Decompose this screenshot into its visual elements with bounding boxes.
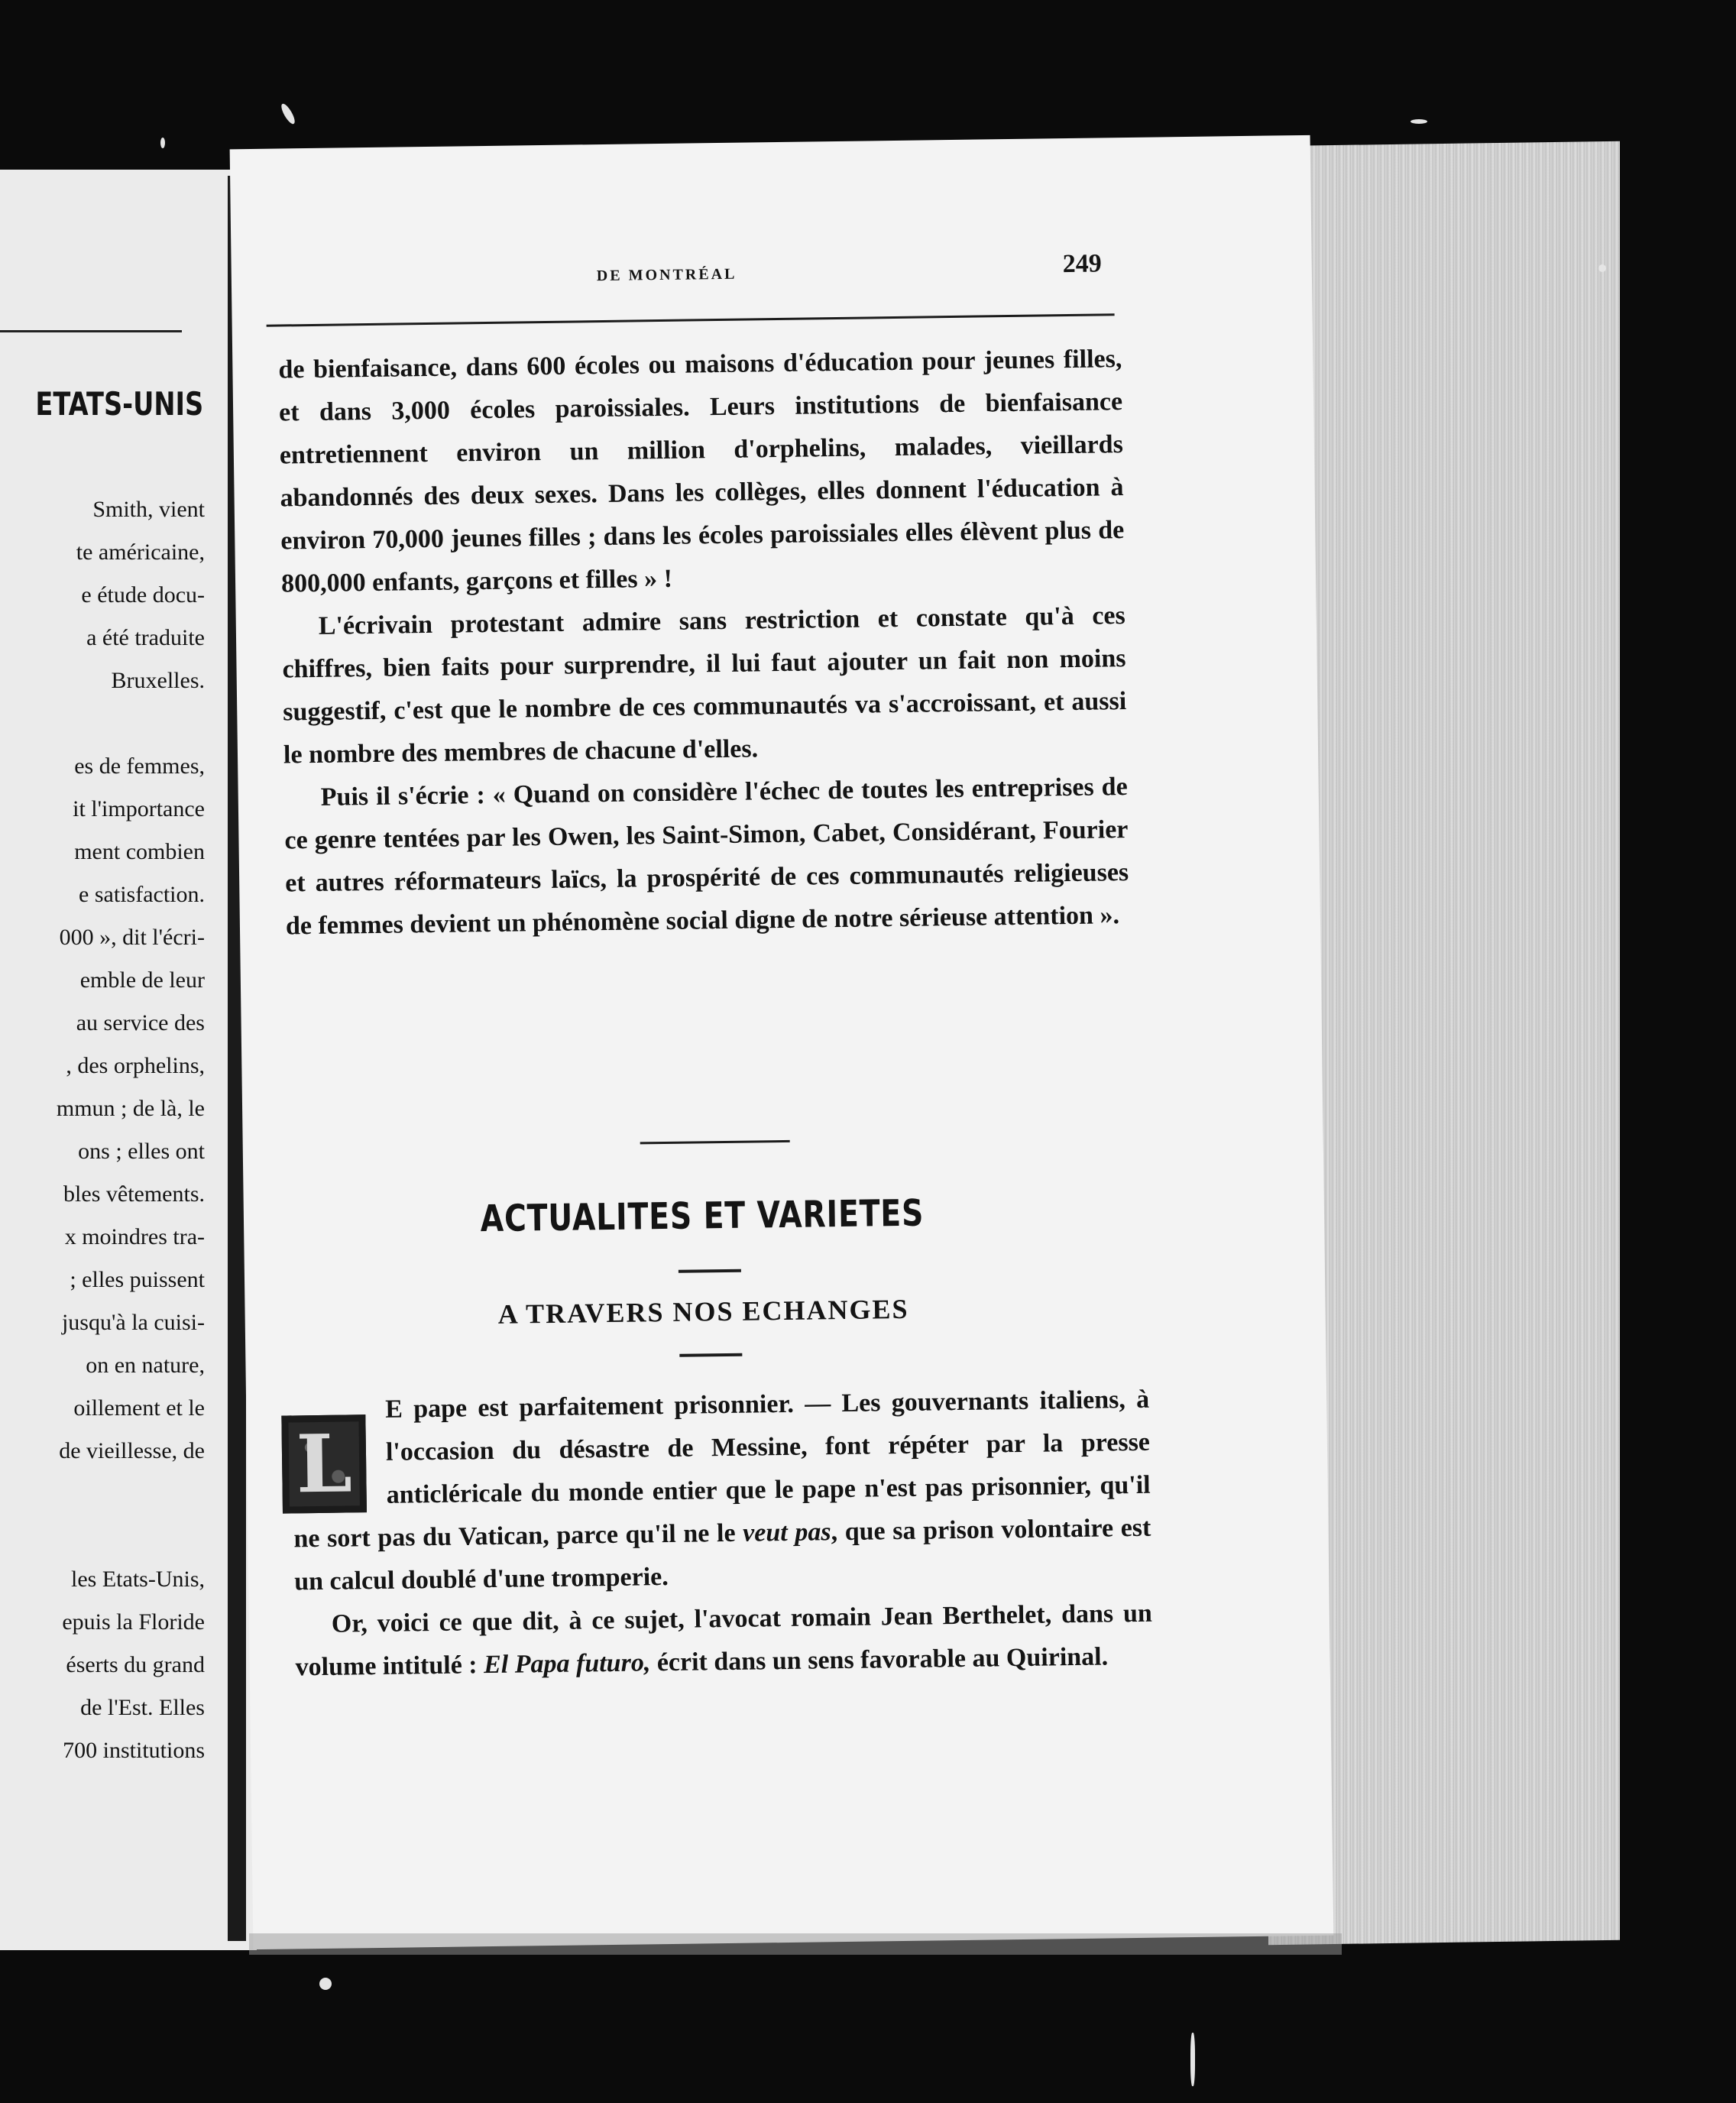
left-page-line: e étude docu- (81, 582, 205, 608)
article-paragraph-2-end: écrit dans un sens favorable au Quirinal. (650, 1642, 1109, 1677)
dust-speck (279, 102, 297, 126)
article-paragraph-1-end: , que sa prison volontaire est un calcul doublé d'une tromperie. (293, 1513, 1151, 1596)
left-page-line: ment combien (74, 839, 205, 864)
page-bottom-shadow (249, 1933, 1342, 1955)
subtitle-rule (679, 1353, 742, 1357)
left-page-line: emble de leur (79, 967, 205, 993)
dust-speck (1410, 119, 1427, 124)
section-title: ACTUALITES ET VARIETES (480, 1191, 925, 1241)
left-page-line: mmun ; de là, le (56, 1096, 205, 1121)
left-page-line: x moindres tra- (64, 1224, 205, 1249)
left-page (0, 170, 257, 1950)
left-page-heading: ETATS-UNIS (35, 385, 204, 423)
left-page-line: 700 institutions (63, 1738, 205, 1763)
left-page-line: les Etats-Unis, (71, 1567, 205, 1592)
paragraph: de bienfaisance, dans 600 écoles ou maisons d'éducation pour jeunes filles, et dans 3,000 écoles paroissiales. Leurs institutions de bienfaisance entretiennent environ un million d'orphelins, malades, vieillards abandonnés des deux sexes. Dans les collèges, elles donnent l'éducation à environ 70,000 jeunes filles ; dans les écoles paroissiales elles élèvent plus de 800,000 enfants, garçons et filles » ! (278, 345, 1125, 598)
dust-speck (1598, 264, 1606, 272)
left-page-rule (0, 330, 182, 332)
left-page-line: te américaine, (76, 540, 205, 565)
dust-speck (160, 138, 165, 148)
right-page (230, 135, 1334, 1949)
left-page-line: a été traduite (86, 625, 205, 650)
paragraph: L'écrivain protestant admire sans restriction et constate qu'à ces chiffres, bien faits pour surprendre, il lui faut ajouter un fait non moins suggestif, c'est que le nombre de ces communautés va s'accroissant, et aussi le nombre des membres de chacune d'elles. (282, 601, 1127, 770)
subsection-title: A TRAVERS NOS ECHANGES (497, 1293, 909, 1330)
left-page-line: es de femmes, (74, 753, 205, 779)
drop-cap-ornament (281, 1414, 367, 1513)
running-head: DE MONTRÉAL (596, 265, 737, 285)
left-page-line: bles vêtements. (63, 1181, 205, 1207)
dust-speck (1190, 2033, 1195, 2086)
article-paragraph-1: E pape est parfaitement prisonnier. — Les gouvernants italiens, à l'occasion du désastre de Messine, font répéter par la presse anticléricale du monde entier que le pape n'est pas prisonnier, qu'il ne sort pas du Vatican, parce qu'il ne le (293, 1385, 1151, 1554)
left-page-line: jusqu'à la cuisi- (61, 1310, 205, 1335)
article-text (292, 1379, 1153, 1690)
header-rule (267, 313, 1115, 327)
body-text (278, 338, 1129, 948)
italic-text: veut pas (742, 1518, 831, 1547)
dust-speck (319, 1978, 332, 1990)
left-page-line: de vieillesse, de (59, 1438, 205, 1463)
left-page-line: on en nature, (86, 1353, 205, 1378)
left-page-line: ; elles puissent (70, 1267, 205, 1292)
paragraph: Puis il s'écrie : « Quand on considère l'échec de toutes les entreprises de ce genre tentées par les Owen, les Saint-Simon, Cabet, Considérant, Fourier et autres réformateurs laïcs, la prospérité de ces communautés religieuses de femmes devient un phénomène social digne de notre sérieuse attention ». (284, 773, 1129, 941)
left-page-line: éserts du grand (66, 1652, 205, 1677)
page-number: 249 (1062, 249, 1102, 279)
drop-cap-letter: L (295, 1416, 353, 1512)
left-page-line: it l'importance (73, 796, 205, 821)
italic-title: El Papa futuro, (483, 1648, 651, 1680)
article-paragraph-2: Or, voici ce que dit, à ce sujet, l'avocat romain Jean Berthelet, dans un volume intitulé : (295, 1599, 1153, 1682)
left-page-line: ons ; elles ont (78, 1139, 205, 1164)
left-page-line: au service des (76, 1010, 205, 1035)
title-rule (679, 1269, 741, 1273)
left-page-line: epuis la Floride (62, 1609, 205, 1635)
left-page-line: de l'Est. Elles (80, 1695, 205, 1720)
left-page-line: e satisfaction. (79, 882, 205, 907)
left-page-line: Smith, vient (92, 497, 205, 522)
left-page-line: 000 », dit l'écri- (59, 925, 205, 950)
left-page-line: Bruxelles. (111, 668, 205, 693)
section-separator (640, 1140, 790, 1145)
left-page-line: , des orphelins, (66, 1053, 205, 1078)
left-page-line: oillement et le (73, 1395, 205, 1421)
